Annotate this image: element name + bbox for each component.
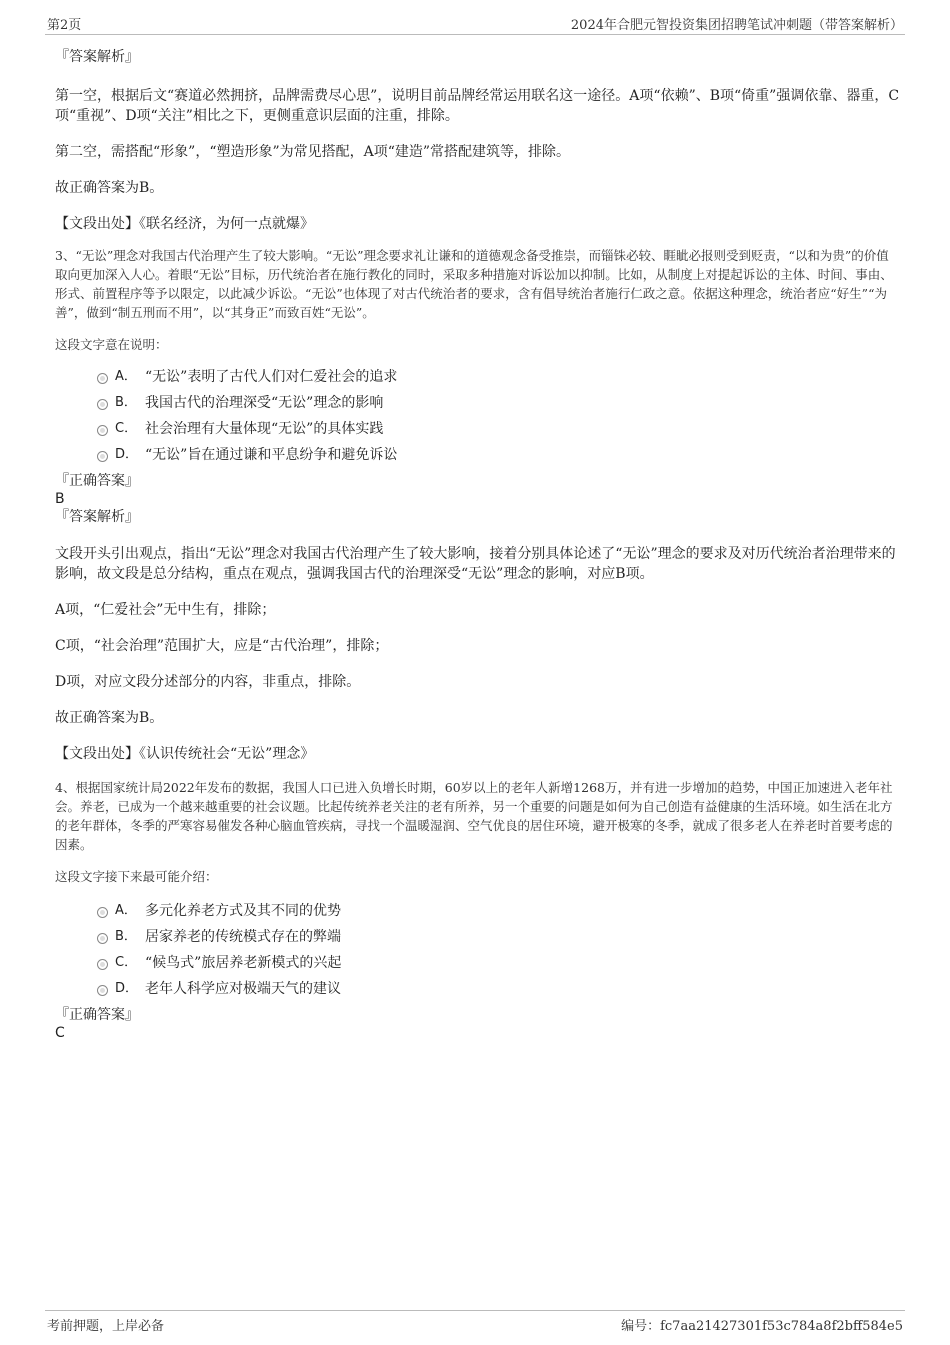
option-text: 老年人科学应对极端天气的建议 [145, 981, 341, 997]
option-text: “候鸟式”旅居养老新模式的兴起 [145, 955, 342, 971]
option-key: C． [115, 955, 138, 970]
source-label: 【文段出处】 [55, 216, 139, 232]
correct-answer: C [55, 1025, 65, 1041]
correct-answer: B [55, 491, 65, 507]
option-a[interactable] [55, 364, 900, 390]
page-number: 第2页 [47, 18, 82, 33]
correct-answer-label: 『正确答案』 [55, 1007, 139, 1023]
radio-icon[interactable] [97, 985, 108, 996]
analysis-label: 『答案解析』 [55, 509, 139, 525]
option-text: 多元化养老方式及其不同的优势 [145, 903, 341, 919]
radio-icon[interactable] [97, 399, 108, 410]
option-a[interactable] [55, 898, 900, 924]
source-title: 《认识传统社会“无讼”理念》 [139, 746, 315, 762]
question-stem: 3、“无讼”理念对我国古代治理产生了较大影响。“无讼”理念要求礼让谦和的道德观念备受推崇，而锱铢必较、睚眦必报则受到贬责，“以和为贵”的价值取向更加深入人心。着眼“无讼”目标，历代统治者在施行教化的同时，采取多种措施对诉讼加以抑制。比如，从制度上对提起诉讼的主体、时间、事由、形式、前置程序等予以限定，以此减少诉讼。“无讼”也体现了对古代统治者的要求，含有倡导统治者施行仁政之意。依据这种理念，统治者应“好生”“为善”，做到“制五刑而不用”，以“其身正”而致百姓“无讼”。 [55, 248, 893, 320]
analysis-label: 『答案解析』 [55, 49, 139, 65]
radio-icon[interactable] [97, 425, 108, 436]
question-prompt: 这段文字接下来最可能介绍： [55, 869, 218, 884]
analysis-paragraph: 文段开头引出观点，指出“无讼”理念对我国古代治理产生了较大影响，接着分别具体论述了“无讼”理念的要求及对历代统治者治理带来的影响，故文段是总分结构，重点在观点，强调我国古代的治理深受“无讼”理念的影响，对应B项。 [55, 546, 896, 582]
option-c[interactable] [55, 416, 900, 442]
source-line [55, 744, 900, 764]
option-key: B． [115, 929, 137, 944]
option-text: 居家养老的传统模式存在的弊端 [145, 929, 341, 945]
option-d[interactable] [55, 976, 900, 1002]
option-b[interactable] [55, 390, 900, 416]
question-prompt: 这段文字意在说明： [55, 337, 168, 352]
radio-icon[interactable] [97, 451, 108, 462]
option-key: B． [115, 395, 137, 410]
document-code: 编号：fc7aa21427301f53c784a8f2bff584e5 [621, 1319, 903, 1334]
analysis-paragraph: A项，“仁爱社会”无中生有，排除； [55, 602, 276, 618]
radio-icon[interactable] [97, 907, 108, 918]
analysis-paragraph: 第一空，根据后文“赛道必然拥挤，品牌需费尽心思”，说明目前品牌经常运用联名这一途径。A项“依赖”、B项“倚重”强调依靠、器重，C项“重视”、D项“关注”相比之下，更侧重意识层面的注重，排除。 [55, 88, 900, 124]
radio-icon[interactable] [97, 933, 108, 944]
correct-answer-label: 『正确答案』 [55, 473, 139, 489]
option-list [55, 364, 900, 468]
page-footer [45, 1310, 905, 1335]
radio-icon[interactable] [97, 959, 108, 970]
analysis-paragraph: D项，对应文段分述部分的内容，非重点，排除。 [55, 674, 361, 690]
option-text: “无讼”表明了古代人们对仁爱社会的追求 [145, 369, 398, 385]
analysis-paragraph: C项，“社会治理”范围扩大，应是“古代治理”，排除； [55, 638, 389, 654]
option-list [55, 898, 900, 1002]
page-header [45, 12, 905, 35]
option-b[interactable] [55, 924, 900, 950]
analysis-conclusion: 故正确答案为B。 [55, 180, 164, 196]
analysis-conclusion: 故正确答案为B。 [55, 710, 164, 726]
option-text: “无讼”旨在通过谦和平息纷争和避免诉讼 [145, 447, 398, 463]
option-key: A． [115, 369, 137, 384]
document-title: 2024年合肥元智投资集团招聘笔试冲刺题（带答案解析） [570, 18, 903, 33]
option-d[interactable] [55, 442, 900, 468]
source-title: 《联名经济，为何一点就爆》 [139, 216, 314, 232]
source-label: 【文段出处】 [55, 746, 139, 762]
option-text: 社会治理有大量体现“无讼”的具体实践 [145, 421, 384, 437]
option-c[interactable] [55, 950, 900, 976]
document-body [55, 40, 900, 1042]
option-key: C． [115, 421, 138, 436]
question-stem: 4、根据国家统计局2022年发布的数据，我国人口已进入负增长时期，60岁以上的老年人新增1268万，并有进一步增加的趋势，中国正加速进入老年社会。养老，已成为一个越来越重要的社会议题。比起传统养老关注的老有所养，另一个重要的问题是如何为自己创造有益健康的生活环境。如生活在北方的老年群体，冬季的严寒容易催发各种心脑血管疾病，寻找一个温暖湿润、空气优良的居住环境，避开极寒的冬季，就成了很多老人在养老时首要考虑的因素。 [55, 780, 893, 852]
option-text: 我国古代的治理深受“无讼”理念的影响 [145, 395, 384, 411]
option-key: D． [115, 981, 139, 996]
analysis-paragraph: 第二空，需搭配“形象”，“塑造形象”为常见搭配，A项“建造”常搭配建筑等，排除。 [55, 144, 571, 160]
footer-slogan: 考前押题，上岸必备 [47, 1319, 165, 1334]
radio-icon[interactable] [97, 373, 108, 384]
source-line [55, 214, 900, 234]
option-key: D． [115, 447, 139, 462]
option-key: A． [115, 903, 137, 918]
